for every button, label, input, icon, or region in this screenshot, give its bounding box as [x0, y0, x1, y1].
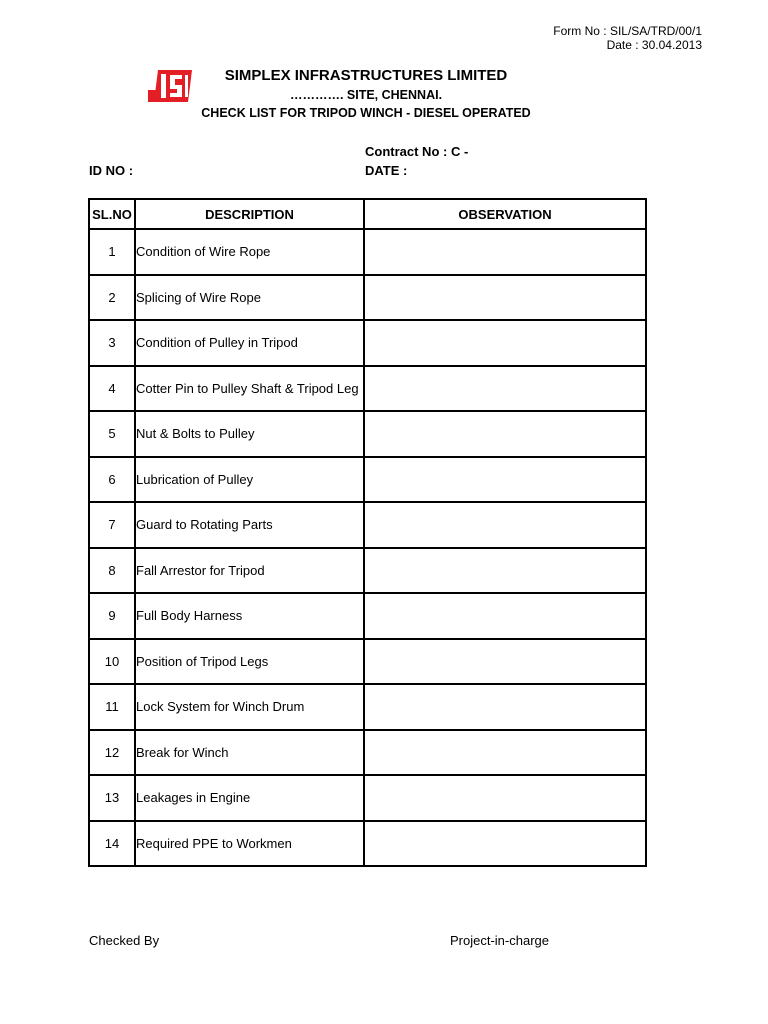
row-sl-no: 10 — [89, 639, 135, 685]
table-row — [89, 502, 646, 548]
row-observation-field[interactable] — [364, 593, 646, 639]
row-observation-field[interactable] — [364, 502, 646, 548]
site-name: …………. SITE, CHENNAI. — [289, 88, 443, 102]
row-description: Splicing of Wire Rope — [135, 275, 364, 321]
row-sl-no: 14 — [89, 821, 135, 867]
table-row — [89, 684, 646, 730]
row-sl-no: 13 — [89, 775, 135, 821]
table-row — [89, 320, 646, 366]
row-observation-field[interactable] — [364, 229, 646, 275]
table-row — [89, 411, 646, 457]
row-description: Required PPE to Workmen — [135, 821, 364, 867]
row-sl-no: 12 — [89, 730, 135, 776]
column-header-description: DESCRIPTION — [135, 199, 364, 229]
table-row — [89, 366, 646, 412]
form-number: Form No : SIL/SA/TRD/00/1 — [553, 24, 702, 38]
form-reference — [553, 24, 702, 52]
table-row — [89, 593, 646, 639]
row-description: Nut & Bolts to Pulley — [135, 411, 364, 457]
table-header-row — [89, 199, 646, 229]
row-description: Break for Winch — [135, 730, 364, 776]
row-sl-no: 6 — [89, 457, 135, 503]
table-row — [89, 639, 646, 685]
row-observation-field[interactable] — [364, 775, 646, 821]
table-row — [89, 821, 646, 867]
id-no-label: ID NO : — [89, 163, 134, 178]
row-observation-field[interactable] — [364, 457, 646, 503]
row-observation-field[interactable] — [364, 275, 646, 321]
row-description: Condition of Wire Rope — [135, 229, 364, 275]
form-date: Date : 30.04.2013 — [606, 38, 702, 52]
table-row — [89, 730, 646, 776]
checklist-table — [88, 198, 647, 867]
company-name: SIMPLEX INFRASTRUCTURES LIMITED — [224, 67, 508, 84]
column-header-slno: SL.NO — [89, 199, 135, 229]
row-observation-field[interactable] — [364, 320, 646, 366]
table-row — [89, 775, 646, 821]
row-sl-no: 8 — [89, 548, 135, 594]
row-description: Position of Tripod Legs — [135, 639, 364, 685]
table-row — [89, 275, 646, 321]
row-description: Condition of Pulley in Tripod — [135, 320, 364, 366]
contract-no-label: Contract No : C - — [365, 144, 469, 159]
row-sl-no: 11 — [89, 684, 135, 730]
row-sl-no: 1 — [89, 229, 135, 275]
row-description: Cotter Pin to Pulley Shaft & Tripod Leg — [135, 366, 364, 412]
table-row — [89, 548, 646, 594]
date-label: DATE : — [365, 163, 408, 178]
row-observation-field[interactable] — [364, 684, 646, 730]
row-description: Lock System for Winch Drum — [135, 684, 364, 730]
row-description: Fall Arrestor for Tripod — [135, 548, 364, 594]
column-header-observation: OBSERVATION — [364, 199, 646, 229]
row-sl-no: 2 — [89, 275, 135, 321]
row-description: Leakages in Engine — [135, 775, 364, 821]
row-observation-field[interactable] — [364, 639, 646, 685]
checklist-title: CHECK LIST FOR TRIPOD WINCH - DIESEL OPERATED — [201, 106, 531, 120]
row-observation-field[interactable] — [364, 548, 646, 594]
row-observation-field[interactable] — [364, 366, 646, 412]
project-in-charge-label: Project-in-charge — [450, 933, 549, 948]
row-sl-no: 4 — [89, 366, 135, 412]
row-observation-field[interactable] — [364, 411, 646, 457]
row-description: Lubrication of Pulley — [135, 457, 364, 503]
table-row — [89, 457, 646, 503]
row-description: Full Body Harness — [135, 593, 364, 639]
row-sl-no: 7 — [89, 502, 135, 548]
row-sl-no: 5 — [89, 411, 135, 457]
row-sl-no: 3 — [89, 320, 135, 366]
row-description: Guard to Rotating Parts — [135, 502, 364, 548]
row-observation-field[interactable] — [364, 821, 646, 867]
row-sl-no: 9 — [89, 593, 135, 639]
checked-by-label: Checked By — [89, 933, 160, 948]
row-observation-field[interactable] — [364, 730, 646, 776]
table-row — [89, 229, 646, 275]
